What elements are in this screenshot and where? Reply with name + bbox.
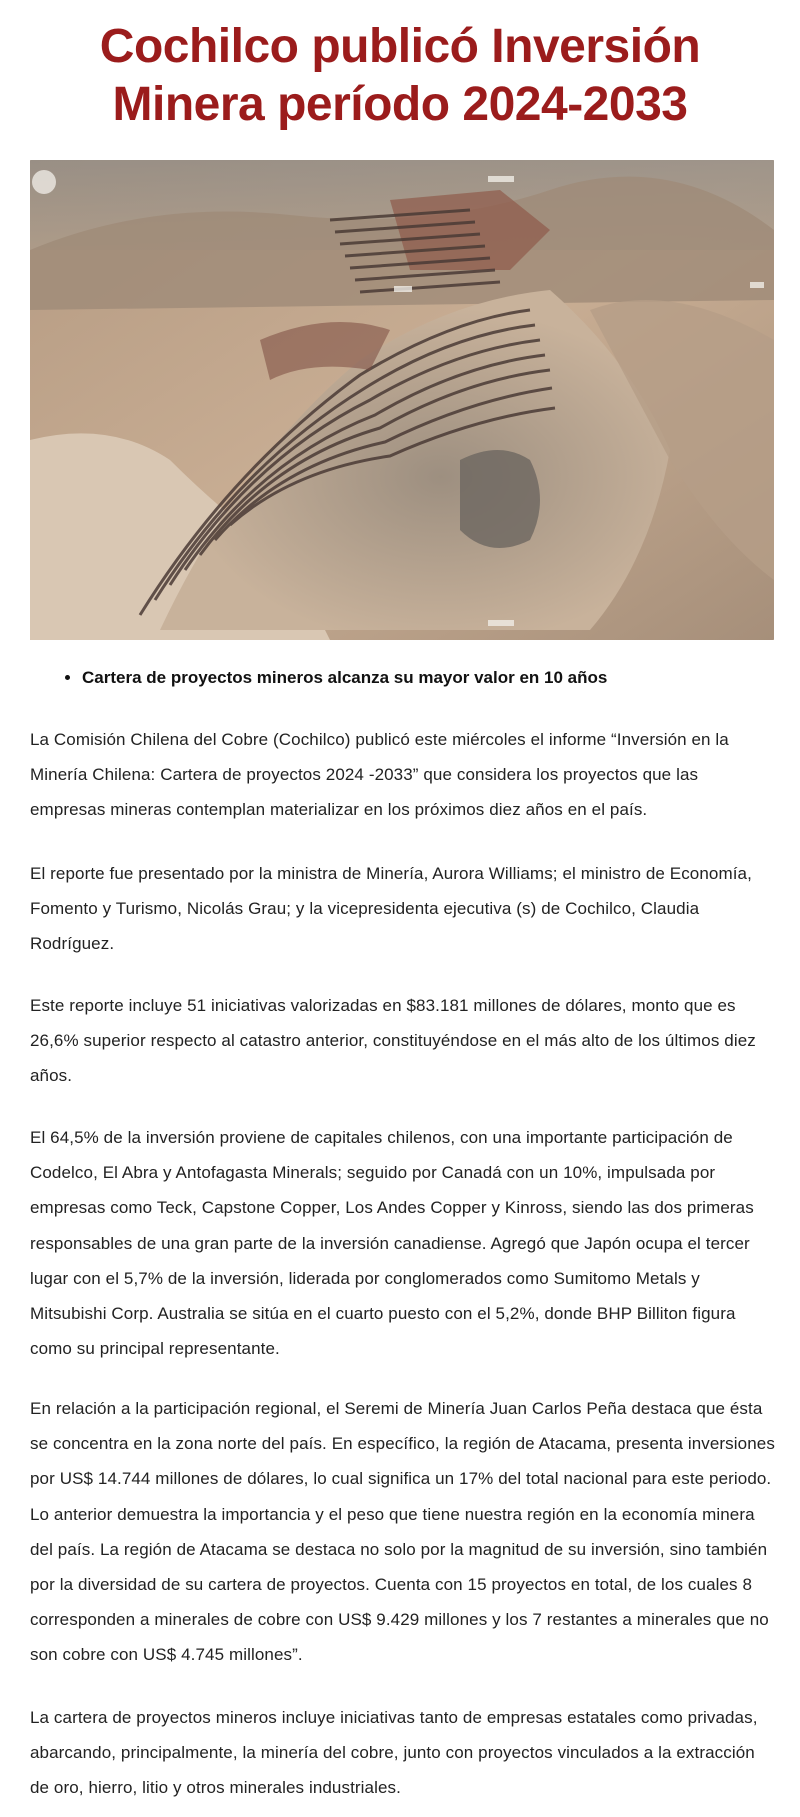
paragraph-6: La cartera de proyectos mineros incluye iniciativas tanto de empresas estatales como privadas, abarcando, principalmente, la minería del cobre, junto con proyectos vinculados a la extracción de oro, hierro, litio y otros minerales industriales. [30, 1708, 758, 1798]
bullet-list [52, 664, 800, 692]
paragraph-5: En relación a la participación regional, el Seremi de Minería Juan Carlos Peña destaca que ésta se concentra en la zona norte del país. En específico, la región de Atacama, presenta inversiones por US$ 14.744 millones de dólares, lo cual significa un 17% del total nacional para este periodo. Lo anterior demuestra la importancia y el peso que tiene nuestra región en la economía minera del país. La región de Atacama se destaca no solo por la magnitud de su inversión, sino también por la diversidad de su cartera de proyectos. Cuenta con 15 proyectos en total, de los cuales 8 corresponden a minerales de cobre con US$ 9.429 millones y los 7 restantes a minerales que no son cobre con US$ 4.745 millones”. [30, 1399, 775, 1665]
paragraph-3: Este reporte incluye 51 iniciativas valorizadas en $83.181 millones de dólares, monto que es 26,6% superior respecto al catastro anterior, constituyéndose en el más alto de los últimos diez años. [30, 996, 756, 1086]
open-pit-mine-photo [30, 160, 774, 640]
article-title: Cochilco publicó Inversión Minera período 2024-2033 [99, 20, 701, 131]
bullet-item: • Cartera de proyectos mineros alcanza su mayor valor en 10 años [82, 664, 800, 692]
paragraph-2: El reporte fue presentado por la ministra de Minería, Aurora Williams; el ministro de Economía, Fomento y Turismo, Nicolás Grau; y la vicepresidenta ejecutiva (s) de Cochilco, Claudia Rodríguez. [30, 864, 752, 954]
paragraph-4: El 64,5% de la inversión proviene de capitales chilenos, con una importante participación de Codelco, El Abra y Antofagasta Minerals; seguido por Canadá con un 10%, impulsada por empresas como Teck, Capstone Copper, Los Andes Copper y Kinross, siendo las dos primeras responsables de una gran parte de la inversión canadiense. Agregó que Japón ocupa el tercer lugar con el 5,7% de la inversión, liderada por conglomerados como Sumitomo Metals y Mitsubishi Corp. Australia se sitúa en el cuarto puesto con el 5,2%, donde BHP Billiton figura como su principal representante. [30, 1128, 754, 1359]
paragraph-1: La Comisión Chilena del Cobre (Cochilco) publicó este miércoles el informe “Inversión en la Minería Chilena: Cartera de proyectos 2024 -2033” que considera los proyectos que las empresas mineras contemplan materializar en los próximos diez años en el país. [30, 730, 729, 820]
